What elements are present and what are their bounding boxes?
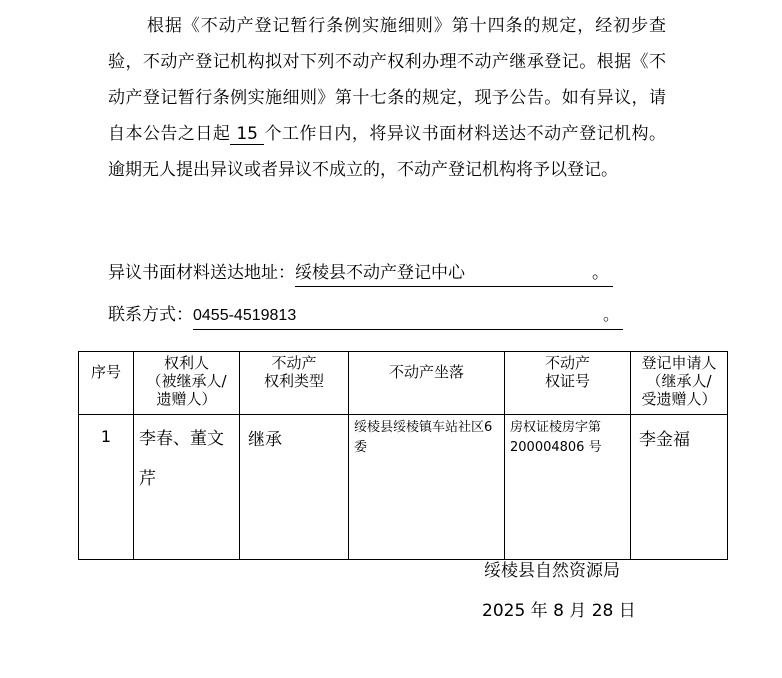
address-value-field	[295, 260, 613, 287]
notice-paragraph	[108, 8, 666, 188]
header-location: 不动产坐落	[349, 352, 505, 415]
header-cert-no: 不动产 权证号	[505, 352, 631, 415]
header-holder: 权利人 （被继承人/ 遗赠人）	[134, 352, 240, 415]
header-right-type: 不动产 权利类型	[240, 352, 349, 415]
contact-value: 0455-4519813	[193, 307, 297, 324]
cell-applicant: 李金福	[631, 415, 728, 560]
issuing-organization: 绥棱县自然资源局	[484, 561, 620, 581]
registration-table	[78, 351, 728, 560]
address-line	[108, 260, 613, 286]
contact-end: 。	[602, 307, 619, 324]
cell-right-type: 继承	[240, 415, 349, 560]
notice-text-after: 个工作日内，将异议书面材料送达不动产登记机构。逾期无人提出异议或者异议不成立的，不动产登记机构将予以登记。	[108, 124, 667, 180]
cell-cert-no: 房权证棱房字第 200004806 号	[505, 415, 631, 560]
objection-days: 15	[230, 124, 264, 145]
table-row	[79, 415, 728, 560]
address-end: 。	[592, 263, 609, 283]
address-label: 异议书面材料送达地址：	[108, 263, 295, 283]
contact-label: 联系方式：	[108, 305, 193, 325]
cell-holder: 李春、董文芹	[134, 415, 240, 560]
table-header-row	[79, 352, 728, 415]
header-applicant: 登记申请人 （继承人/ 受遗赠人）	[631, 352, 728, 415]
contact-value-field	[193, 303, 623, 330]
address-value: 绥棱县不动产登记中心	[295, 263, 465, 283]
cell-no: 1	[79, 415, 134, 560]
header-no: 序号	[79, 352, 134, 415]
notice-text-before: 根据《不动产登记暂行条例实施细则》第十四条的规定，经初步查验，不动产登记机构拟对下列不动产权利办理不动产继承登记。根据《不动产登记暂行条例实施细则》第十七条的规定，现予公告。如有异议，请自本公告之日起	[108, 16, 666, 144]
cell-location: 绥棱县绥棱镇车站社区6委	[349, 415, 505, 560]
contact-line	[108, 302, 623, 328]
issue-date: 2025 年 8 月 28 日	[482, 601, 636, 621]
